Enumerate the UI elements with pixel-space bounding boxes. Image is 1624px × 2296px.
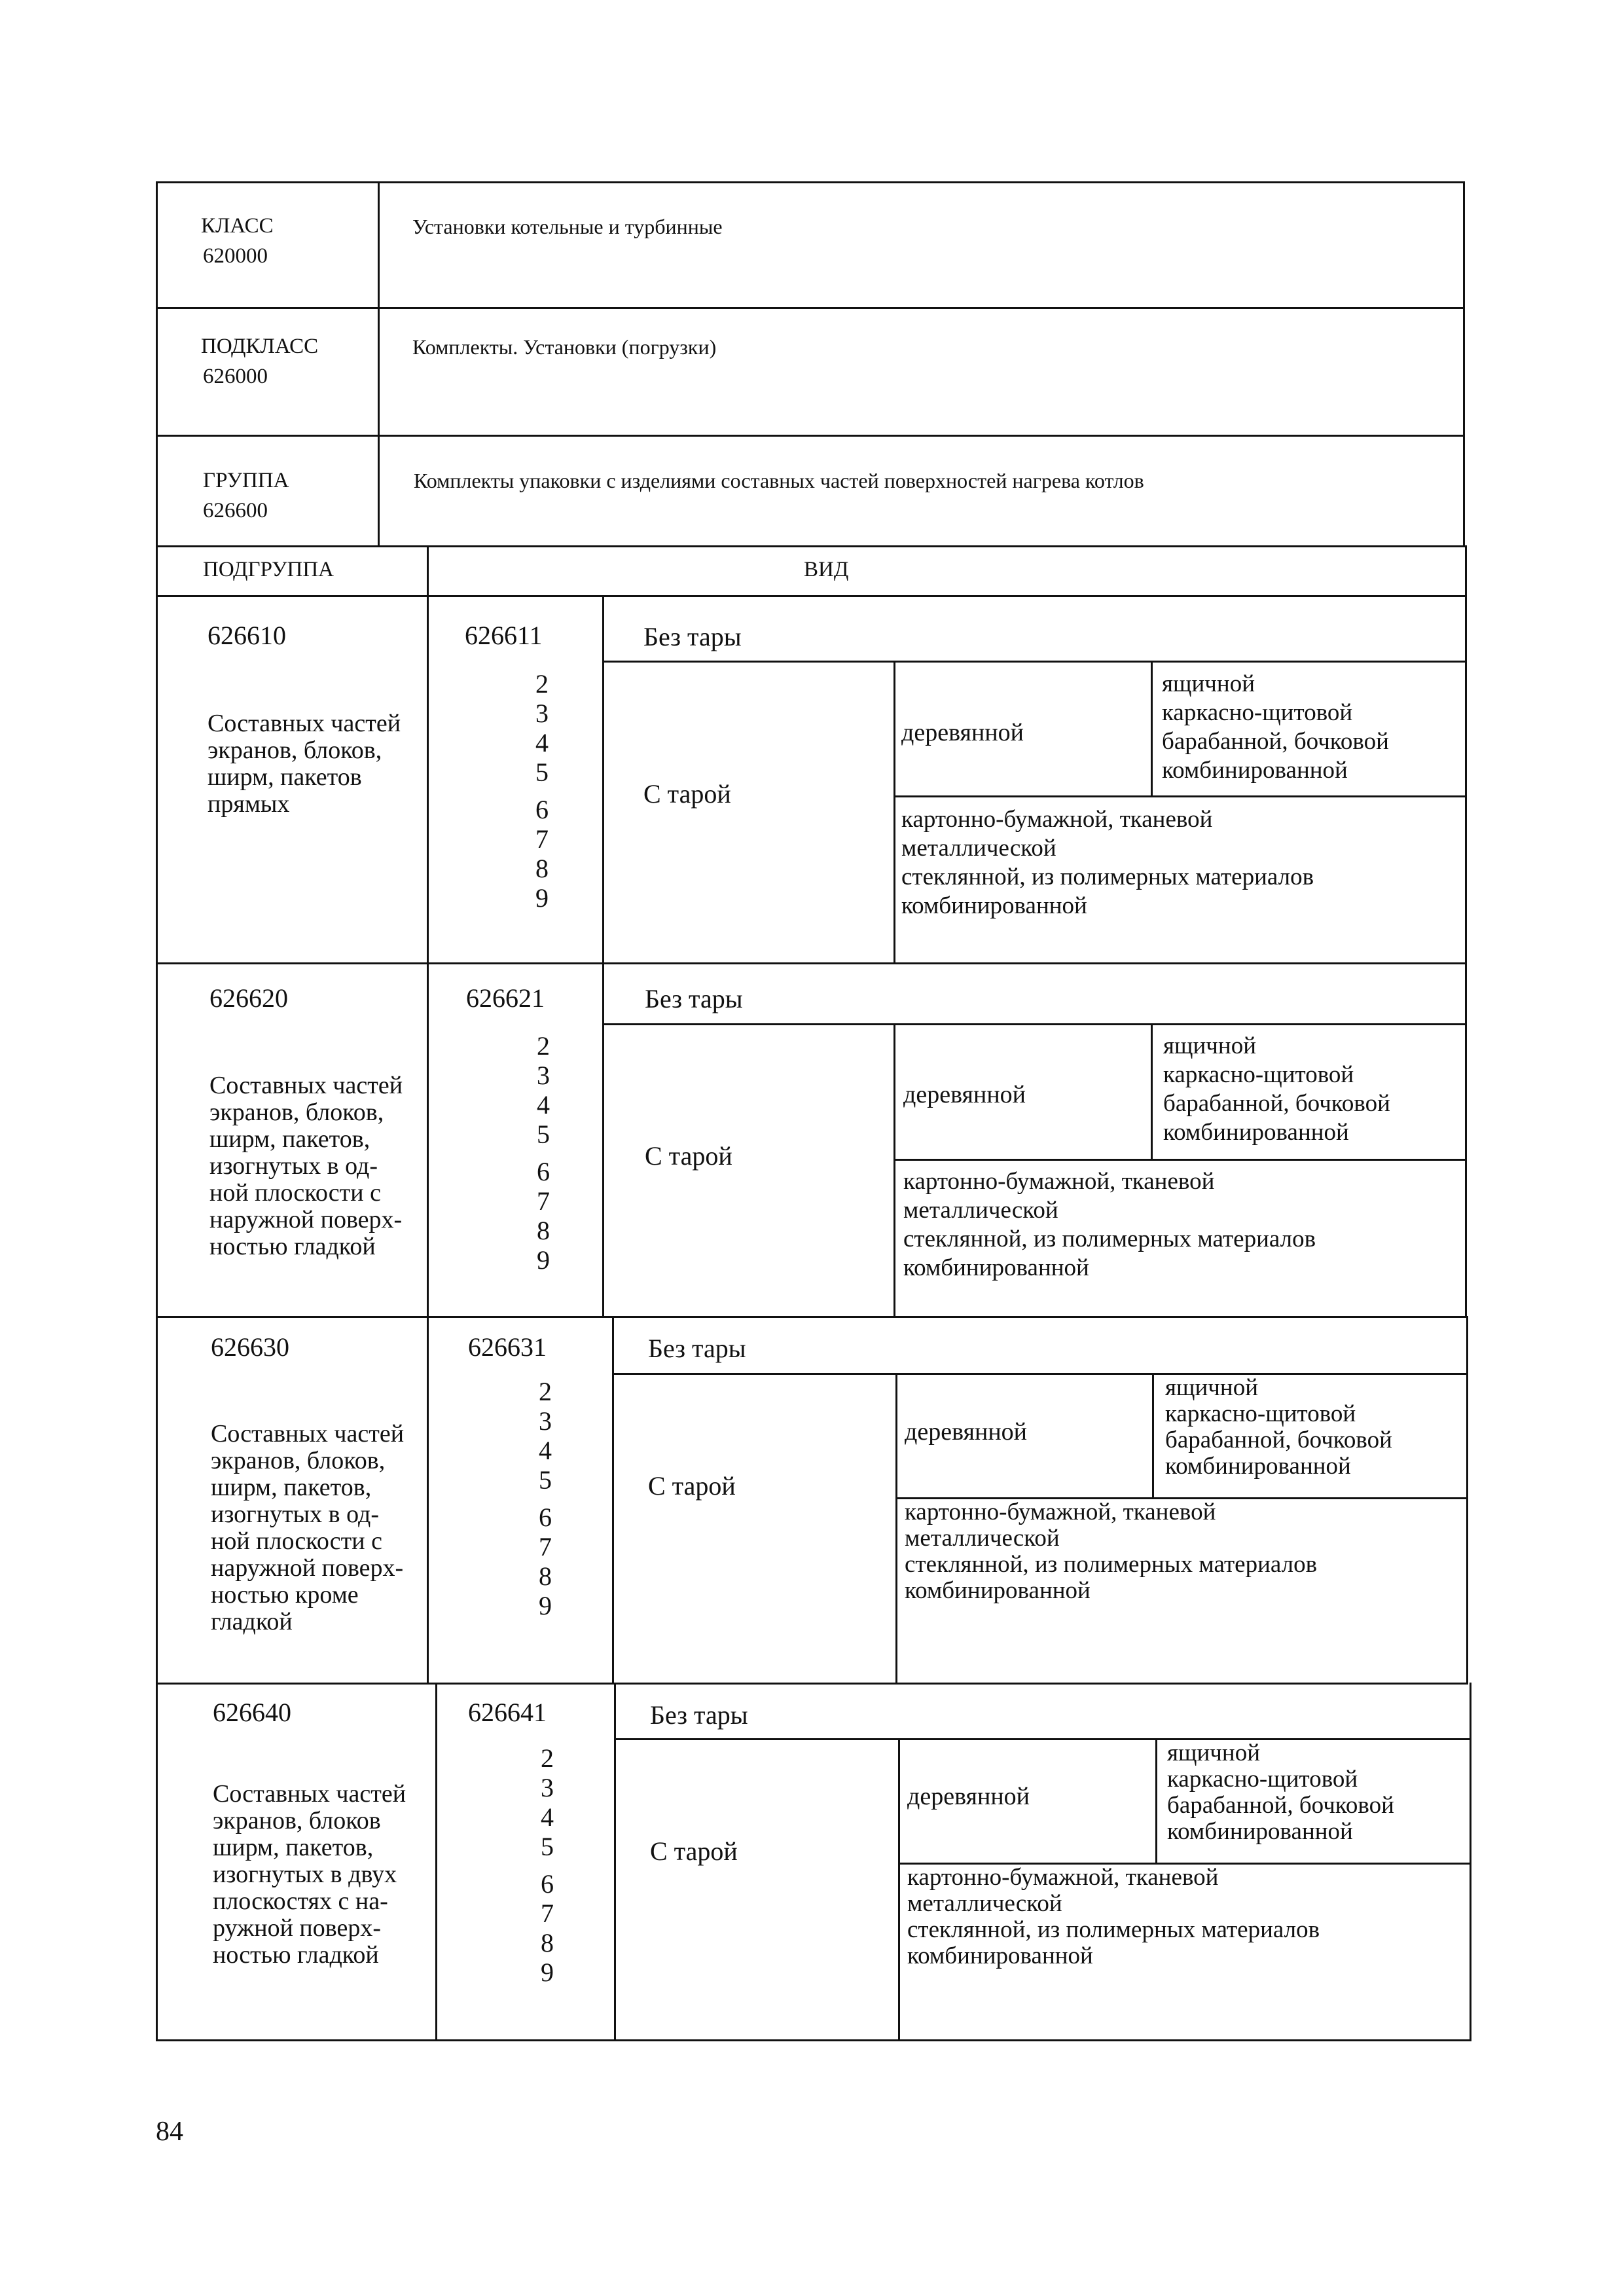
subgroup-description: Составных частей экранов, блоков, ширм, пакетов, изогнутых в од- ной плоскости с наружной поверх- ностью кроме гладкой xyxy=(211,1420,405,1635)
group-label: ГРУППА xyxy=(203,469,289,492)
subgroup-code: 626610 xyxy=(208,621,286,650)
column-header-subgroup: ПОДГРУППА xyxy=(203,558,334,581)
with-tare-label: С тарой xyxy=(650,1836,738,1866)
type-numbers: 2 3 4 5 6 7 8 9 xyxy=(535,669,549,913)
type-code: 626611 xyxy=(465,621,543,650)
no-tare-label: Без тары xyxy=(643,622,742,651)
type-code: 626631 xyxy=(468,1332,547,1362)
wooden-label: деревянной xyxy=(907,1783,1030,1810)
wooden-kinds: ящичной каркасно-щитовой барабанной, бочковой комбинированной xyxy=(1165,1374,1392,1480)
subgroup-description: Составных частей экранов, блоков, ширм, пакетов прямых xyxy=(208,710,401,818)
group-title: Комплекты упаковки с изделиями составных частей поверхностей нагрева котлов xyxy=(414,469,1144,492)
wooden-label: деревянной xyxy=(905,1418,1027,1446)
other-kinds: картонно-бумажной, тканевой металлической стеклянной, из полимерных материалов комбинированной xyxy=(903,1168,1316,1281)
with-tare-label: С тарой xyxy=(648,1471,736,1501)
subclass-code: 626000 xyxy=(203,365,268,388)
class-title: Установки котельные и турбинные xyxy=(412,215,723,238)
type-numbers: 2 3 4 5 6 7 8 9 xyxy=(541,1743,554,1987)
page-number: 84 xyxy=(156,2117,183,2147)
subclass-title: Комплекты. Установки (погрузки) xyxy=(412,335,717,359)
subgroup-code: 626620 xyxy=(209,983,288,1013)
type-code: 626641 xyxy=(468,1698,547,1727)
wooden-kinds: ящичной каркасно-щитовой барабанной, бочковой комбинированной xyxy=(1162,670,1389,784)
wooden-label: деревянной xyxy=(901,719,1024,746)
subgroup-description: Составных частей экранов, блоков ширм, пакетов, изогнутых в двух плоскостях с на- ружной поверх- ностью гладкой xyxy=(213,1780,406,1969)
no-tare-label: Без тары xyxy=(650,1700,748,1730)
subgroup-code: 626640 xyxy=(213,1698,291,1727)
wooden-label: деревянной xyxy=(903,1081,1026,1108)
wooden-kinds: ящичной каркасно-щитовой барабанной, бочковой комбинированной xyxy=(1163,1032,1390,1146)
class-code: 620000 xyxy=(203,244,268,268)
class-label: КЛАСС xyxy=(201,214,274,238)
subgroup-code: 626630 xyxy=(211,1332,289,1362)
type-numbers: 2 3 4 5 6 7 8 9 xyxy=(537,1031,550,1275)
other-kinds: картонно-бумажной, тканевой металлической стеклянной, из полимерных материалов комбинированной xyxy=(901,806,1314,919)
subgroup-description: Составных частей экранов, блоков, ширм, пакетов, изогнутых в од- ной плоскости с наружной поверх- ностью гладкой xyxy=(209,1072,403,1260)
with-tare-label: С тарой xyxy=(643,779,731,809)
wooden-kinds: ящичной каркасно-щитовой барабанной, бочковой комбинированной xyxy=(1167,1740,1394,1845)
subclass-label: ПОДКЛАСС xyxy=(201,335,319,358)
group-code: 626600 xyxy=(203,499,268,522)
other-kinds: картонно-бумажной, тканевой металлической стеклянной, из полимерных материалов комбинированной xyxy=(905,1499,1318,1604)
no-tare-label: Без тары xyxy=(648,1334,746,1363)
other-kinds: картонно-бумажной, тканевой металлической стеклянной, из полимерных материалов комбинированной xyxy=(907,1864,1320,1969)
type-code: 626621 xyxy=(466,983,545,1013)
no-tare-label: Без тары xyxy=(645,984,743,1013)
with-tare-label: С тарой xyxy=(645,1141,732,1171)
column-header-type: ВИД xyxy=(804,558,849,581)
type-numbers: 2 3 4 5 6 7 8 9 xyxy=(539,1377,552,1620)
